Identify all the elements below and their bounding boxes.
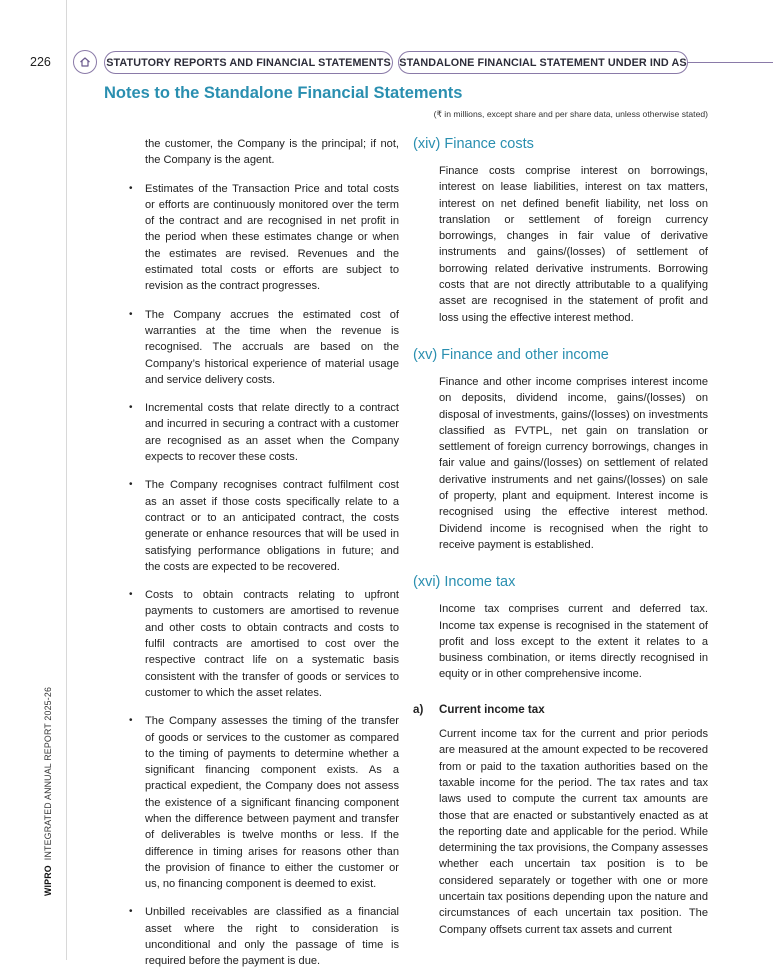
subsection-heading — [413, 702, 708, 718]
list-item: • The Company assesses the timing of the transfer of goods or services to the customer as compared to the timing of payments to determine whether a significant financing component exists. As a practical expedient, the Company does not assess the existence of a significant financing component when the difference between payment and transfer of deliverables is twelve months or less. If the difference in timing arises for reasons other than the provision of finance to either the customer or us, no financing component is deemed to exist. — [145, 713, 399, 892]
list-item: • The Company recognises contract fulfilment cost as an asset if those costs specifically relate to a contract or to an anticipated contract, the costs generate or enhance resources that will be used in satisfying performance obligations in future; and the costs are expected to be recovered. — [145, 477, 399, 575]
section-body-finance-costs: Finance costs comprise interest on borrowings, interest on lease liabilities, interest on tax matters, interest on net defined benefit liability, net loss on translation or settlement of foreign currency borrowings, changes in fair value of derivative instruments and gains/(losses) of settlement of borrowing related derivative instruments. Borrowing costs that are not directly attributable to a qualifying asset are recognised in the statement of profit and loss using the effective interest method. — [439, 165, 708, 324]
right-column — [413, 134, 708, 938]
section-body-finance-income: Finance and other income comprises interest income on deposits, dividend income, gains/(losses) on disposal of investments, gains/(losses) on investments classified as FVTPL, net gain on translation or settlement of foreign currency borrowings, changes in fair value and gains/(losses) on settlement of related derivative instruments and net gains/(losses) on sale of property, plant and equipment. Interest income is recognised using the effective interest method. Dividend income is recognised when the right to receive payment is established. — [439, 375, 708, 551]
list-item: • Estimates of the Transaction Price and total costs or efforts are continuously monitored over the term of the contract and are recognised in net profit in the period when these estimates change or when the estimates are revised. Revenues and the estimated total costs or efforts are subject to revision as the contract progresses. — [145, 181, 399, 295]
margin-divider — [66, 0, 67, 960]
sidebar-report-label — [43, 687, 53, 896]
tab-standalone-financial-statement[interactable]: STANDALONE FINANCIAL STATEMENT UNDER IND AS — [398, 51, 688, 74]
subsection-title: Current income tax — [439, 702, 545, 716]
subsection-label: a) — [413, 702, 424, 716]
section-heading-income-tax: (xvi) Income tax — [413, 574, 516, 591]
home-icon — [79, 56, 91, 68]
list-item: • Costs to obtain contracts relating to upfront payments to customers are amortised to revenue and other costs to obtain contracts and costs to fulfil contracts are amortised to cost over the respective contract life on a systematic basis consistent with the transfer of goods or services to customer to which the asset relates. — [145, 587, 399, 701]
page-title: Notes to the Standalone Financial Statements — [104, 84, 463, 102]
list-item: • The Company accrues the estimated cost of warranties at the time when the revenue is recognised. The accruals are based on the Company’s historical experience of material usage and service delivery costs. — [145, 307, 399, 388]
currency-note: (₹ in millions, except share and per share data, unless otherwise stated) — [433, 109, 708, 119]
intro-paragraph: the customer, the Company is the principal; if not, the Company is the agent. — [145, 138, 399, 167]
brand-logo: WIPRO — [43, 865, 53, 896]
left-column — [145, 136, 399, 970]
list-item: • Incremental costs that relate directly to a contract and incurred in securing a contract with a customer are recognised as an asset when the Company expects to recover these costs. — [145, 400, 399, 465]
report-name: INTEGRATED ANNUAL REPORT 2025-26 — [43, 686, 53, 861]
section-body-income-tax: Income tax comprises current and deferred tax. Income tax expense is recognised in the statement of profit and loss except to the extent it relates to a business combination, or items directly recognised in equity or in other comprehensive income. — [439, 603, 708, 681]
home-button[interactable] — [73, 50, 97, 74]
subsection-body: Current income tax for the current and prior periods are measured at the amount expected to be recovered from or paid to the taxation authorities based on the taxable income for the period. The tax rates and tax laws used to compute the current tax amounts are those that are enacted or substantively enacted as at the reporting date and applicable for the period. While determining the tax provisions, the Company assesses whether each uncertain tax position is to be considered separately or together with one or more uncertain tax positions depending upon the nature and circumstances of each uncertain tax position. The Company offsets current tax assets and current — [439, 728, 708, 936]
section-heading-finance-costs: (xiv) Finance costs — [413, 136, 534, 152]
list-item: • Unbilled receivables are classified as a financial asset where the right to consideration is unconditional and only the passage of time is required before the payment is due. — [145, 904, 399, 969]
header-rule — [688, 62, 773, 63]
section-heading-finance-income: (xv) Finance and other income — [413, 346, 609, 363]
tab-statutory-reports[interactable]: STATUTORY REPORTS AND FINANCIAL STATEMENTS — [104, 51, 393, 74]
page-number: 226 — [30, 55, 51, 69]
